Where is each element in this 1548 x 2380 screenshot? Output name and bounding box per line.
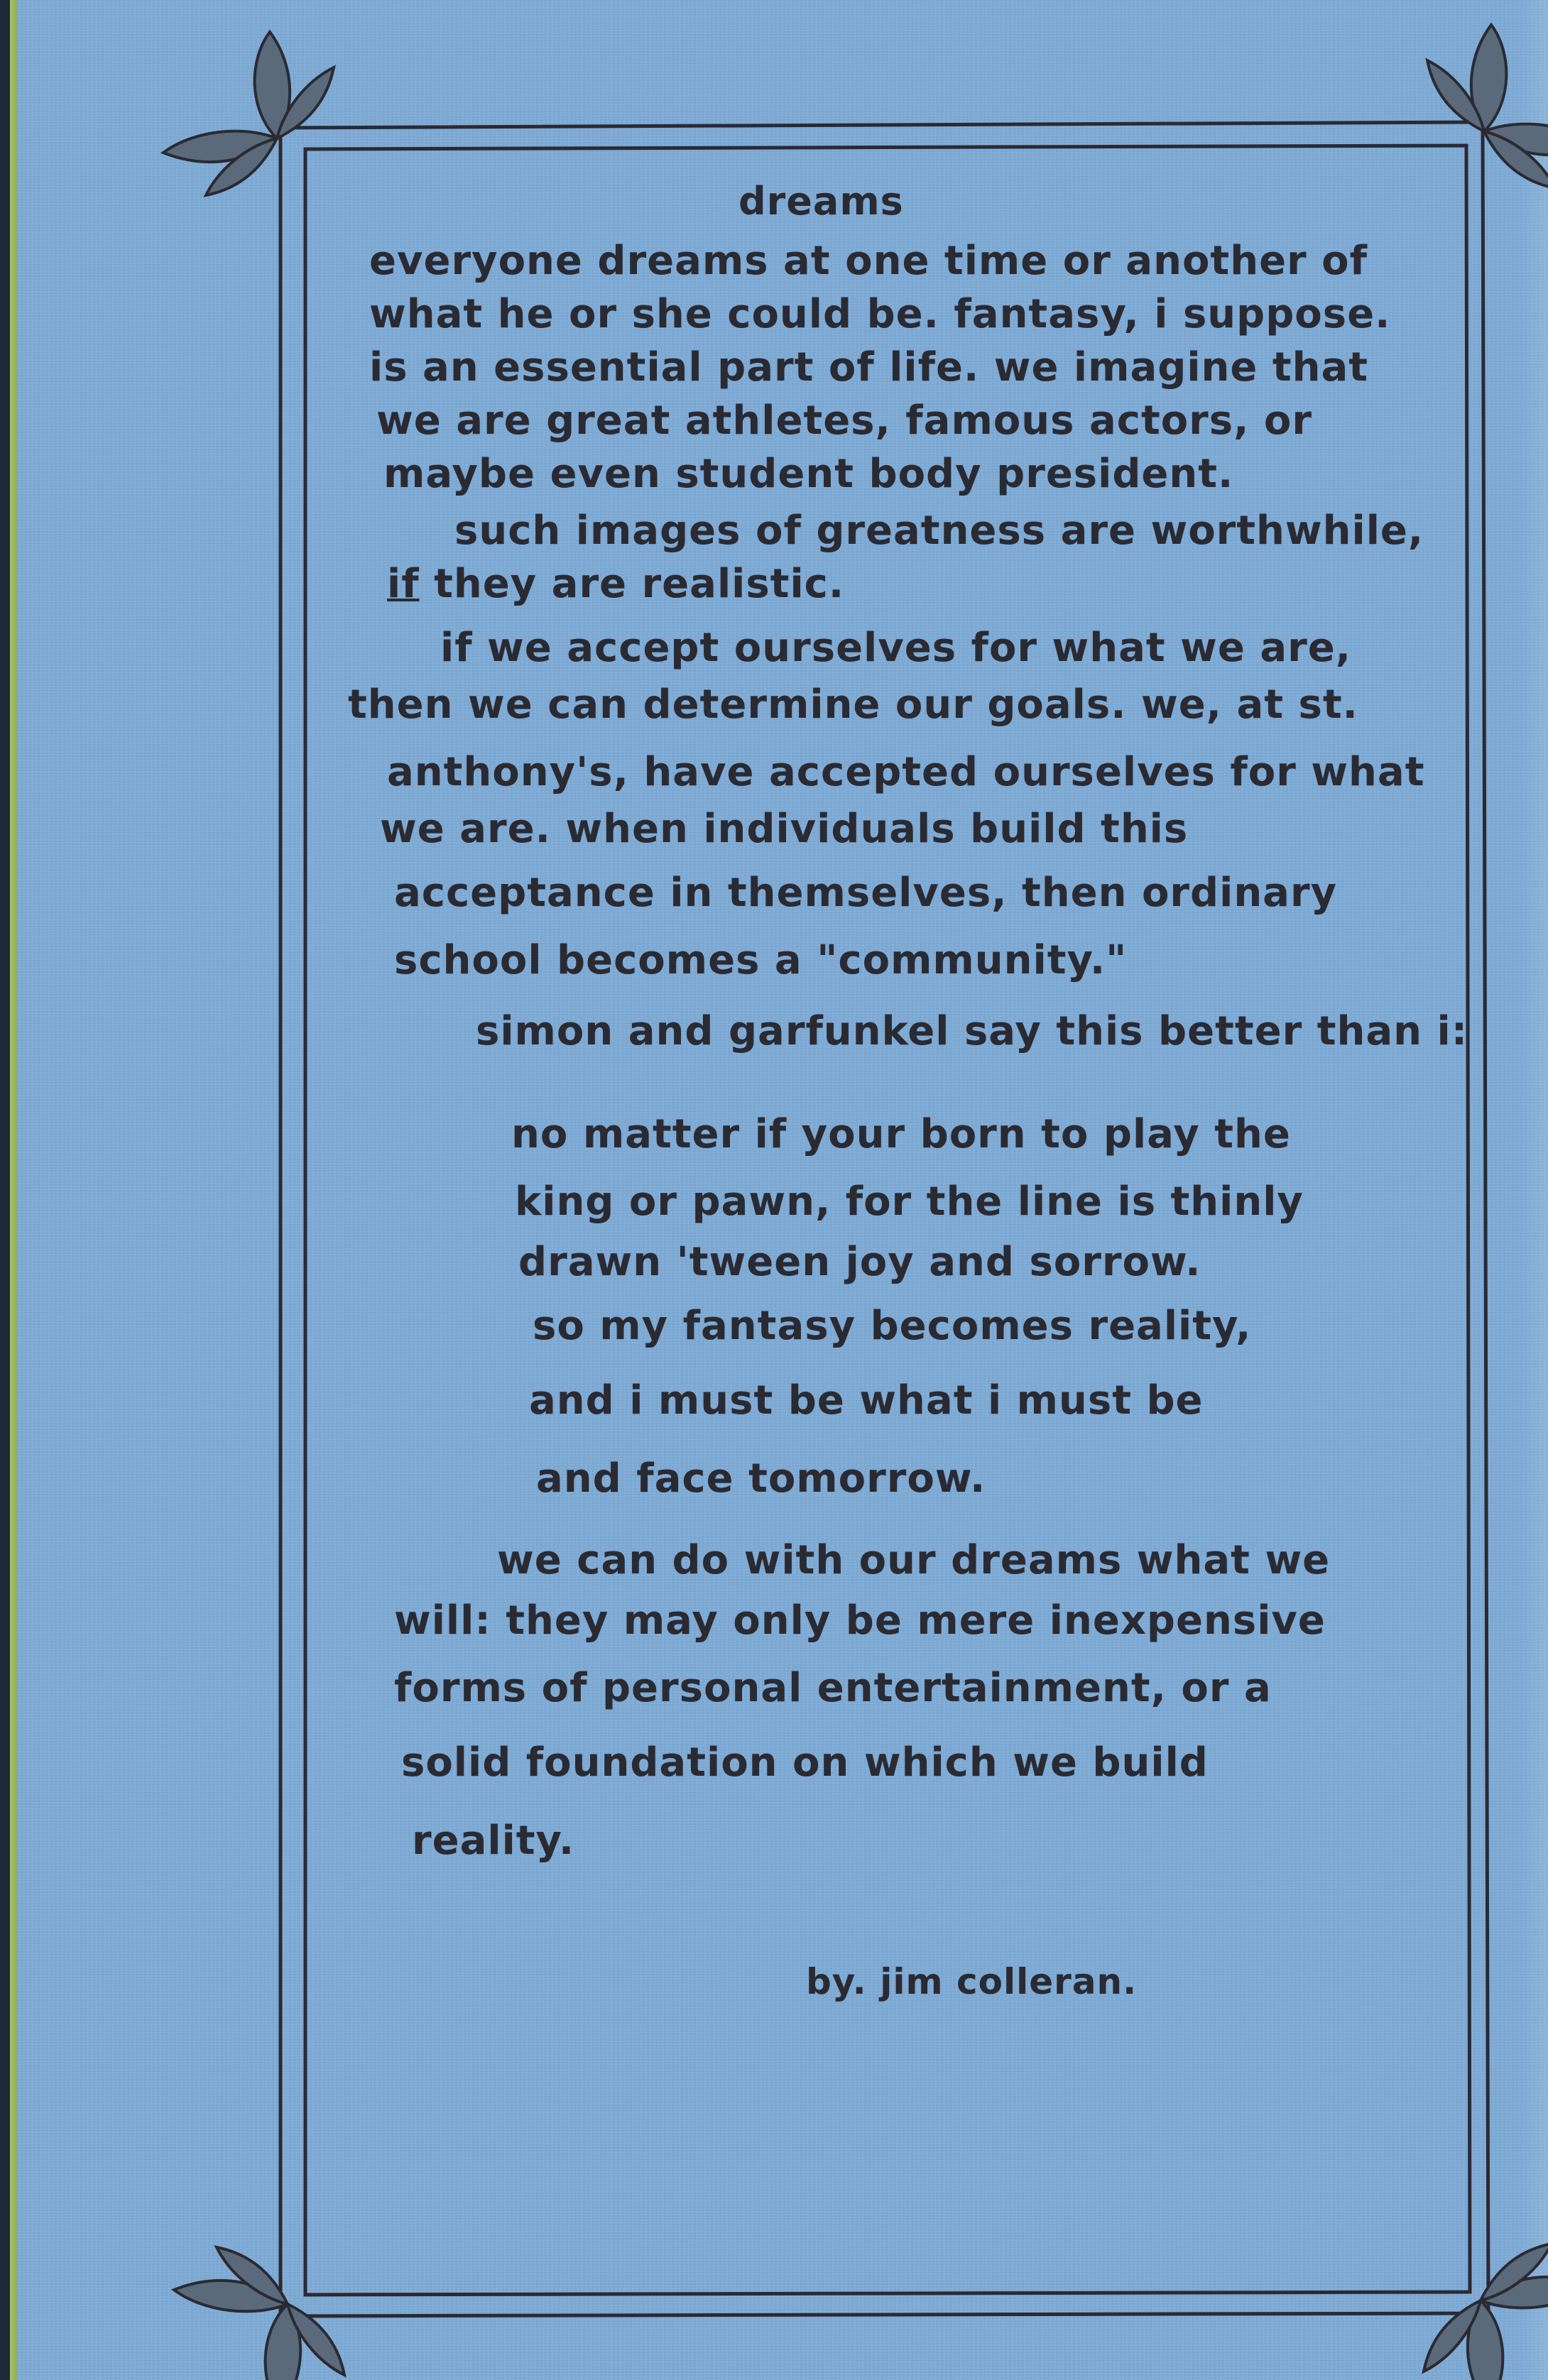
lyric-line: and face tomorrow.	[536, 1456, 986, 1502]
text-line: is an essential part of life. we imagine that	[369, 344, 1369, 391]
leaf-ornament-top-left-icon	[163, 32, 334, 195]
text-line: we can do with our dreams what we	[497, 1537, 1331, 1583]
text-line: maybe even student body president.	[383, 451, 1234, 497]
text-line: then we can determine our goals. we, at st.	[348, 682, 1358, 728]
text-line: anthony's, have accepted ourselves for what	[387, 749, 1425, 795]
leaf-ornament-bottom-left-icon	[174, 2247, 344, 2380]
lyric-line: so my fantasy becomes reality,	[533, 1303, 1252, 1349]
text-line: we are great athletes, famous actors, or	[376, 398, 1312, 444]
poem-title: dreams	[738, 179, 904, 224]
text-line: everyone dreams at one time or another of	[369, 238, 1368, 284]
text-line-rest: they are realistic.	[434, 561, 845, 607]
text-line: we are. when individuals build this	[380, 806, 1189, 852]
text-line: reality.	[412, 1818, 575, 1864]
lyric-line: and i must be what i must be	[529, 1377, 1204, 1424]
lyric-line: drawn 'tween joy and sorrow.	[518, 1239, 1201, 1285]
lyric-line: king or pawn, for the line is thinly	[515, 1179, 1304, 1225]
text-line-with-emphasis	[387, 561, 844, 607]
text-line: simon and garfunkel say this better than i:	[476, 1008, 1468, 1054]
author-byline: by. jim colleran.	[806, 1961, 1138, 2002]
leaf-ornament-top-right-icon	[1427, 25, 1548, 188]
text-line: such images of greatness are worthwhile,	[454, 508, 1424, 554]
text-line: forms of personal entertainment, or a	[394, 1665, 1272, 1711]
text-line: acceptance in themselves, then ordinary	[394, 870, 1338, 916]
text-line: solid foundation on which we build	[401, 1740, 1209, 1786]
text-line: school becomes a "community."	[394, 937, 1128, 983]
text-line: will: they may only be mere inexpensive	[394, 1598, 1326, 1644]
text-line: if we accept ourselves for what we are,	[440, 625, 1352, 671]
lyric-line: no matter if your born to play the	[511, 1111, 1291, 1157]
text-line: what he or she could be. fantasy, i suppose.	[369, 291, 1391, 337]
emphasis-word: if	[387, 561, 420, 607]
